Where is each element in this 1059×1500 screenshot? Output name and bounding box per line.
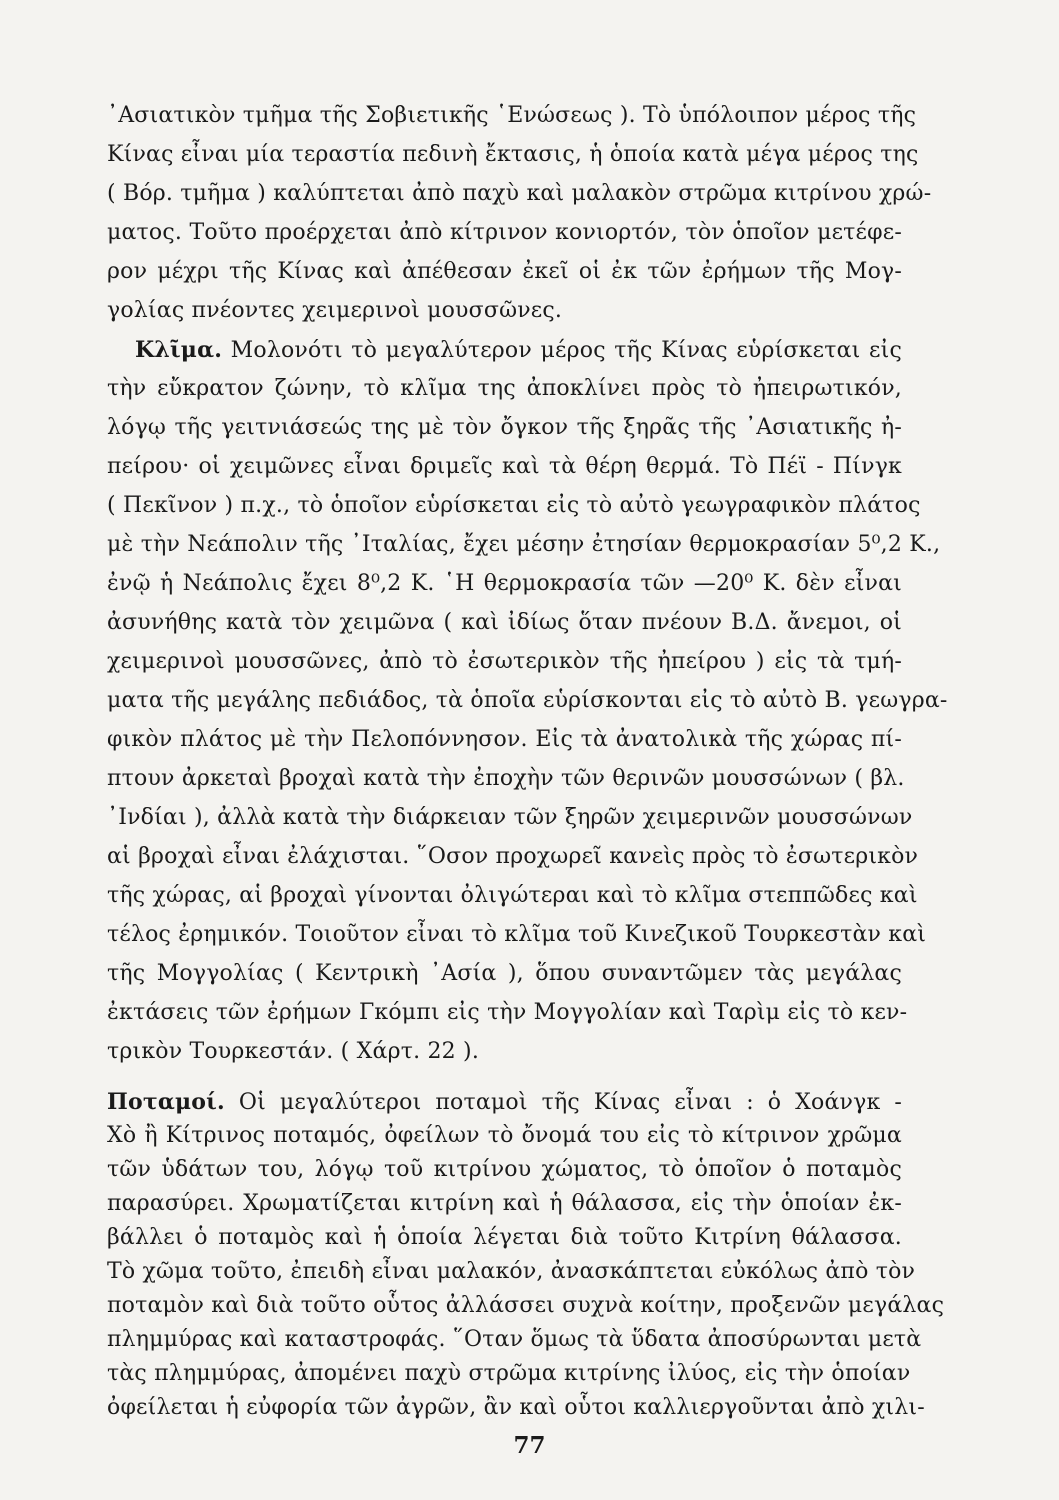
intro-line-3: ( Βόρ. τμῆμα ) καλύπτεται ἀπὸ παχὺ καὶ μαλακὸν στρῶμα κιτρίνου χρώ-: [107, 181, 932, 206]
rivers-heading: Ποταμοί.: [107, 1089, 225, 1115]
climate-line-14: αἱ βροχαὶ εἶναι ἐλάχισται. ῞Οσον προχωρεῖ κανεὶς πρὸς τὸ ἐσωτερικὸν: [107, 844, 919, 869]
intro-line-6: γολίας πνέοντες χειμερινοὶ μουσσῶνες.: [107, 298, 563, 323]
climate-line-18: ἐκτάσεις τῶν ἐρήμων Γκόμπι εἰς τὴν Μογγολίαν καὶ Ταρὶμ εἰς τὸ κεν-: [107, 1000, 908, 1025]
rivers-line-9: τὰς πλημμύρας, ἀπομένει παχὺ στρῶμα κιτρίνης ἰλύος, εἰς τὴν ὁποίαν: [107, 1361, 911, 1386]
climate-line-8: ἀσυνήθης κατὰ τὸν χειμῶνα ( καὶ ἰδίως ὅταν πνέουν Β.Δ. ἄνεμοι, οἱ: [107, 610, 902, 635]
page-number: 77: [513, 1432, 546, 1459]
climate-line-19: τρικὸν Τουρκεστάν. ( Χάρτ. 22 ).: [107, 1039, 480, 1064]
climate-line-12: πτουν ἀρκεταὶ βροχαὶ κατὰ τὴν ἐποχὴν τῶν θερινῶν μουσσώνων ( βλ.: [107, 766, 905, 791]
rivers-line-2: Χὸ ἢ Κίτρινος ποταμός, ὀφείλων τὸ ὄνομά του εἰς τὸ κίτρινον χρῶμα: [107, 1123, 902, 1148]
climate-line-3: λόγῳ τῆς γειτνιάσεώς της μὲ τὸν ὄγκον τῆς ξηρᾶς τῆς ᾿Ασιατικῆς ἠ-: [107, 415, 902, 440]
intro-line-1: ᾿Ασιατικὸν τμῆμα τῆς Σοβιετικῆς ῾Ενώσεως ). Τὸ ὑπόλοιπον μέρος τῆς: [107, 103, 917, 128]
rivers-line-8: πλημμύρας καὶ καταστροφάς. ῞Οταν ὅμως τὰ ὕδατα ἀποσύρωνται μετὰ: [107, 1327, 922, 1352]
climate-line-5: ( Πεκῖνον ) π.χ., τὸ ὁποῖον εὑρίσκεται εἰς τὸ αὐτὸ γεωγραφικὸν πλάτος: [107, 493, 921, 518]
rivers-line-5: βάλλει ὁ ποταμὸς καὶ ἡ ὁποία λέγεται διὰ τοῦτο Κιτρίνη θάλασσα.: [107, 1225, 902, 1250]
climate-line-2: τὴν εὔκρατον ζώνην, τὸ κλῖμα της ἀποκλίνει πρὸς τὸ ἠπειρωτικόν,: [107, 376, 902, 401]
rivers-line-1: Οἱ μεγαλύτεροι ποταμοὶ τῆς Κίνας εἶναι : ὁ Χοάνγκ -: [238, 1090, 902, 1115]
climate-heading: Κλῖμα.: [135, 337, 223, 363]
intro-line-2: Κίνας εἶναι μία τεραστία πεδινὴ ἔκτασις, ἡ ὁποία κατὰ μέγα μέρος της: [107, 142, 919, 167]
climate-line-11: φικὸν πλάτος μὲ τὴν Πελοπόννησον. Εἰς τὰ ἀνατολικὰ τῆς χώρας πί-: [107, 727, 902, 752]
climate-line-4: πείρου· οἱ χειμῶνες εἶναι δριμεῖς καὶ τὰ θέρη θερμά. Τὸ Πέϊ - Πίνγκ: [107, 454, 902, 479]
climate-line-17: τῆς Μογγολίας ( Κεντρικὴ ᾿Ασία ), ὅπου συναντῶμεν τὰς μεγάλας: [107, 961, 902, 986]
rivers-line-3: τῶν ὑδάτων του, λόγῳ τοῦ κιτρίνου χώματος, τὸ ὁποῖον ὁ ποταμὸς: [107, 1157, 902, 1182]
intro-line-4: ματος. Τοῦτο προέρχεται ἀπὸ κίτρινον κονιορτόν, τὸν ὁποῖον μετέφε-: [107, 220, 902, 245]
climate-line-7: ἐνῷ ἡ Νεάπολις ἔχει 8⁰,2 Κ. ῾Η θερμοκρασία τῶν —20⁰ Κ. δὲν εἶναι: [107, 571, 902, 596]
climate-line-10: ματα τῆς μεγάλης πεδιάδος, τὰ ὁποῖα εὑρίσκονται εἰς τὸ αὐτὸ Β. γεωγρα-: [107, 688, 948, 713]
climate-line-6: μὲ τὴν Νεάπολιν τῆς ᾿Ιταλίας, ἔχει μέσην ἐτησίαν θερμοκρασίαν 5⁰,2 Κ.,: [107, 532, 941, 557]
climate-line-16: τέλος ἐρημικόν. Τοιοῦτον εἶναι τὸ κλῖμα τοῦ Κινεζικοῦ Τουρκεστὰν καὶ: [107, 922, 927, 947]
rivers-line-10: ὀφείλεται ἡ εὐφορία τῶν ἀγρῶν, ἂν καὶ οὗτοι καλλιεργοῦνται ἀπὸ χιλι-: [107, 1395, 925, 1420]
rivers-line-6: Τὸ χῶμα τοῦτο, ἐπειδὴ εἶναι μαλακόν, ἀνασκάπτεται εὐκόλως ἀπὸ τὸν: [107, 1259, 916, 1284]
intro-line-5: ρον μέχρι τῆς Κίνας καὶ ἀπέθεσαν ἐκεῖ οἱ ἐκ τῶν ἐρήμων τῆς Μογ-: [107, 259, 902, 284]
climate-line-1: Μολονότι τὸ μεγαλύτερον μέρος τῆς Κίνας εὑρίσκεται εἰς: [230, 338, 902, 363]
rivers-line-7: ποταμὸν καὶ διὰ τοῦτο οὗτος ἀλλάσσει συχνὰ κοίτην, προξενῶν μεγάλας: [107, 1293, 945, 1318]
climate-line-13: ᾿Ινδίαι ), ἀλλὰ κατὰ τὴν διάρκειαν τῶν ξηρῶν χειμερινῶν μουσσώνων: [107, 805, 913, 830]
climate-line-9: χειμερινοὶ μουσσῶνες, ἀπὸ τὸ ἐσωτερικὸν τῆς ἠπείρου ) εἰς τὰ τμή-: [107, 649, 902, 674]
rivers-line-4: παρασύρει. Χρωματίζεται κιτρίνη καὶ ἡ θάλασσα, εἰς τὴν ὁποίαν ἐκ-: [107, 1191, 902, 1216]
climate-line-15: τῆς χώρας, αἱ βροχαὶ γίνονται ὀλιγώτεραι καὶ τὸ κλῖμα στεππῶδες καὶ: [107, 883, 918, 908]
